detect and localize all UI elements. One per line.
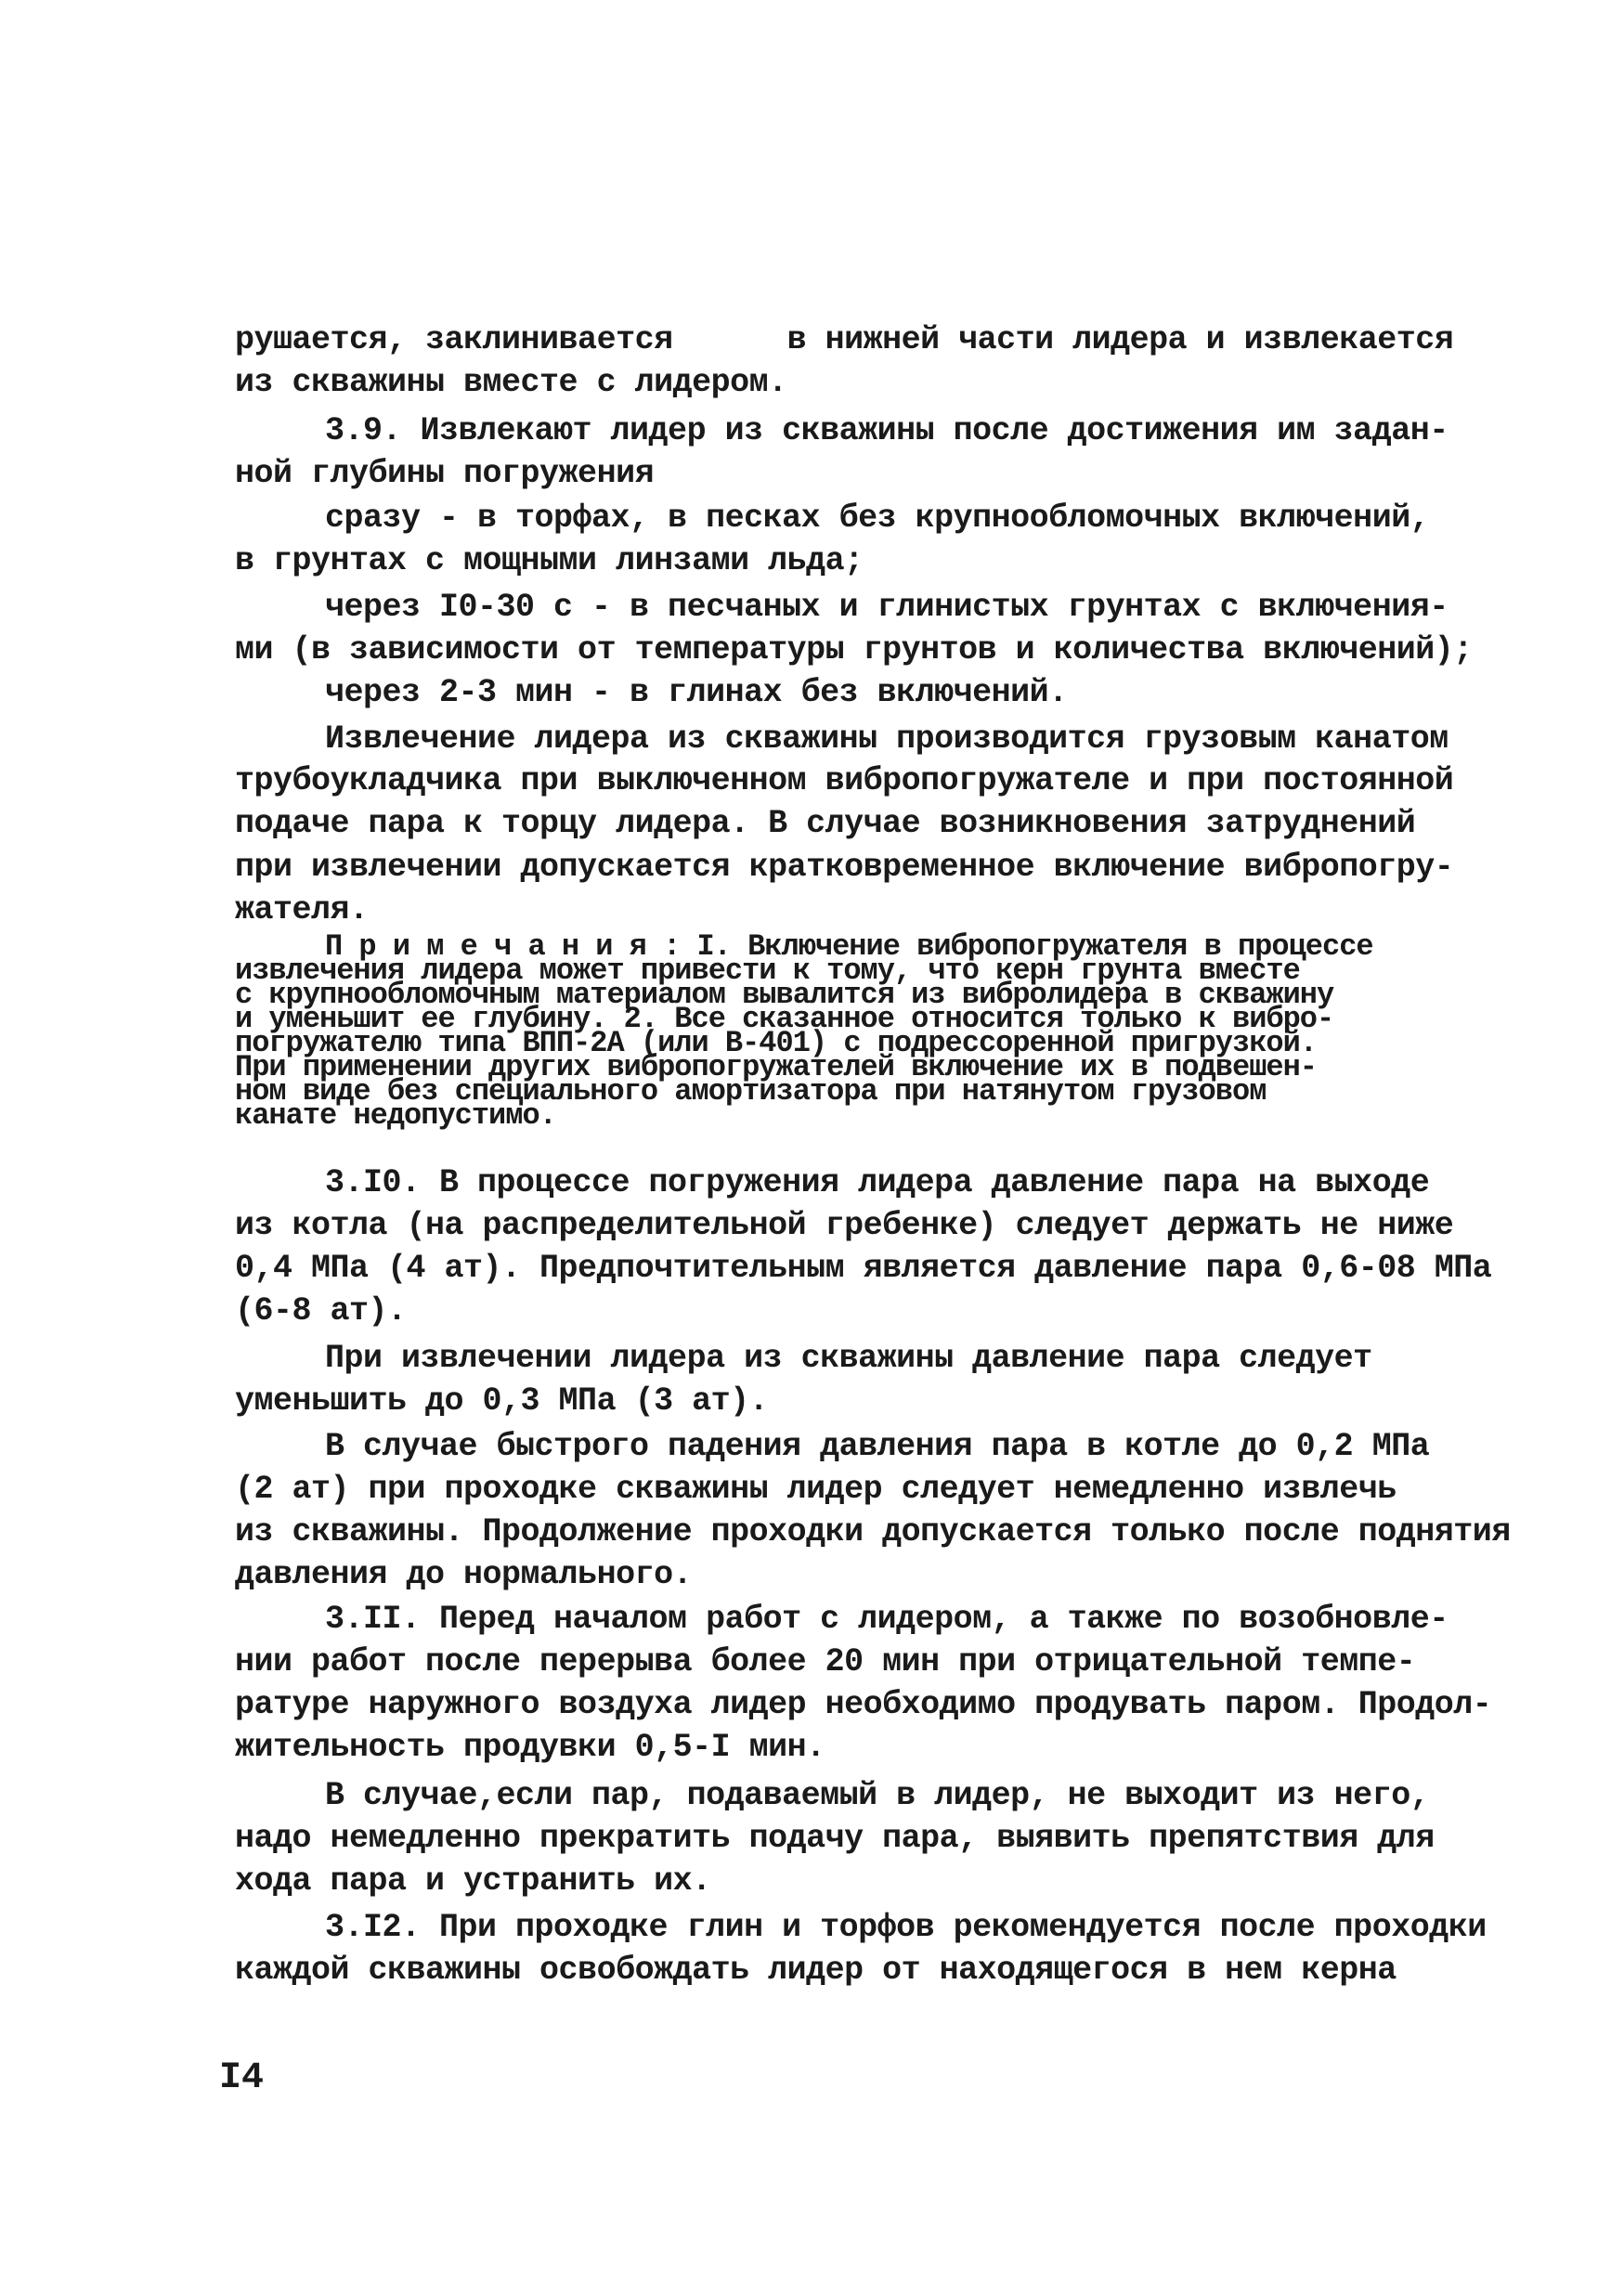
text-line: надо немедленно прекратить подачу пара, выявить препятствия для [235, 1820, 1435, 1857]
text-line: жателя. [235, 891, 369, 928]
text-line: 3.II. Перед началом работ с лидером, а также по возобновле- [325, 1601, 1449, 1638]
note-line: При применении других вибропогружателей включение их в подвешен- [235, 1050, 1317, 1084]
text-line: из скважины вместе с лидером. [235, 364, 787, 401]
text-line: из скважины. Продолжение проходки допускается только после поднятия [235, 1513, 1511, 1550]
text-line: через I0-30 с - в песчаных и глинистых грунтах с включения- [325, 589, 1449, 626]
text-line: 0,4 МПа (4 ат). Предпочтительным является давление пара 0,6-08 МПа [235, 1250, 1492, 1287]
text-line: подаче пара к торцу лидера. В случае возникновения затруднений [235, 805, 1416, 842]
text-line: трубоукладчика при выключенном вибропогружателе и при постоянной [235, 762, 1454, 799]
text-line: из котла (на распределительной гребенке) следует держать не ниже [235, 1207, 1454, 1244]
text-line: хода пара и устранить их. [235, 1862, 711, 1900]
text-line: каждой скважины освобождать лидер от находящегося в нем керна [235, 1952, 1397, 1989]
text-line: рушается, заклинивается в нижней части лидера и извлекается [235, 321, 1454, 358]
text-line: ми (в зависимости от температуры грунтов и количества включений); [235, 631, 1473, 668]
text-line: сразу - в торфах, в песках без крупнообломочных включений, [325, 499, 1430, 537]
note-line: ном виде без специального амортизатора при натянутом грузовом [235, 1074, 1267, 1109]
text-line: (2 ат) при проходке скважины лидер следует немедленно извлечь [235, 1471, 1397, 1508]
text-line: нии работ после перерыва более 20 мин при отрицательной темпе- [235, 1643, 1416, 1680]
text-line: уменьшить до 0,3 МПа (3 ат). [235, 1382, 769, 1420]
text-line: в грунтах с мощными линзами льда; [235, 542, 864, 579]
text-line: давления до нормального. [235, 1556, 693, 1593]
note-line: П р и м е ч а н и я : I. Включение вибропогружателя в процессе [325, 929, 1373, 964]
text-line: 3.I0. В процессе погружения лидера давление пара на выходе [325, 1164, 1430, 1201]
text-line: (6-8 ат). [235, 1292, 407, 1330]
text-line: 3.I2. При проходке глин и торфов рекомендуется после проходки [325, 1909, 1487, 1946]
text-line: жительность продувки 0,5-I мин. [235, 1729, 825, 1766]
note-line: канате недопустимо. [235, 1098, 556, 1133]
text-line: В случае,если пар, подаваемый в лидер, не выходит из него, [325, 1777, 1430, 1814]
text-line: При извлечении лидера из скважины давление пара следует [325, 1340, 1372, 1377]
text-line: ратуре наружного воздуха лидер необходимо продувать паром. Продол- [235, 1686, 1492, 1723]
note-line: погружателю типа ВПП-2А (или В-401) с подрессоренной пригрузкой. [235, 1026, 1317, 1060]
text-line: при извлечении допускается кратковременное включение вибропогру- [235, 849, 1454, 886]
note-line: и уменьшит ее глубину. 2. Все сказанное относится только к вибро- [235, 1002, 1334, 1036]
text-line: Извлечение лидера из скважины производится грузовым канатом [325, 720, 1449, 758]
text-line: через 2-3 мин - в глинах без включений. [325, 674, 1068, 711]
note-line: с крупнообломочным материалом вывалится из вибролидера в скважину [235, 978, 1334, 1012]
note-line: извлечения лидера может привести к тому, что керн грунта вместе [235, 953, 1300, 988]
text-line: 3.9. Извлекают лидер из скважины после достижения им задан- [325, 412, 1449, 449]
text-line: ной глубины погружения [235, 455, 655, 492]
text-line: В случае быстрого падения давления пара в котле до 0,2 МПа [325, 1428, 1430, 1465]
page-number: I4 [219, 2057, 265, 2099]
